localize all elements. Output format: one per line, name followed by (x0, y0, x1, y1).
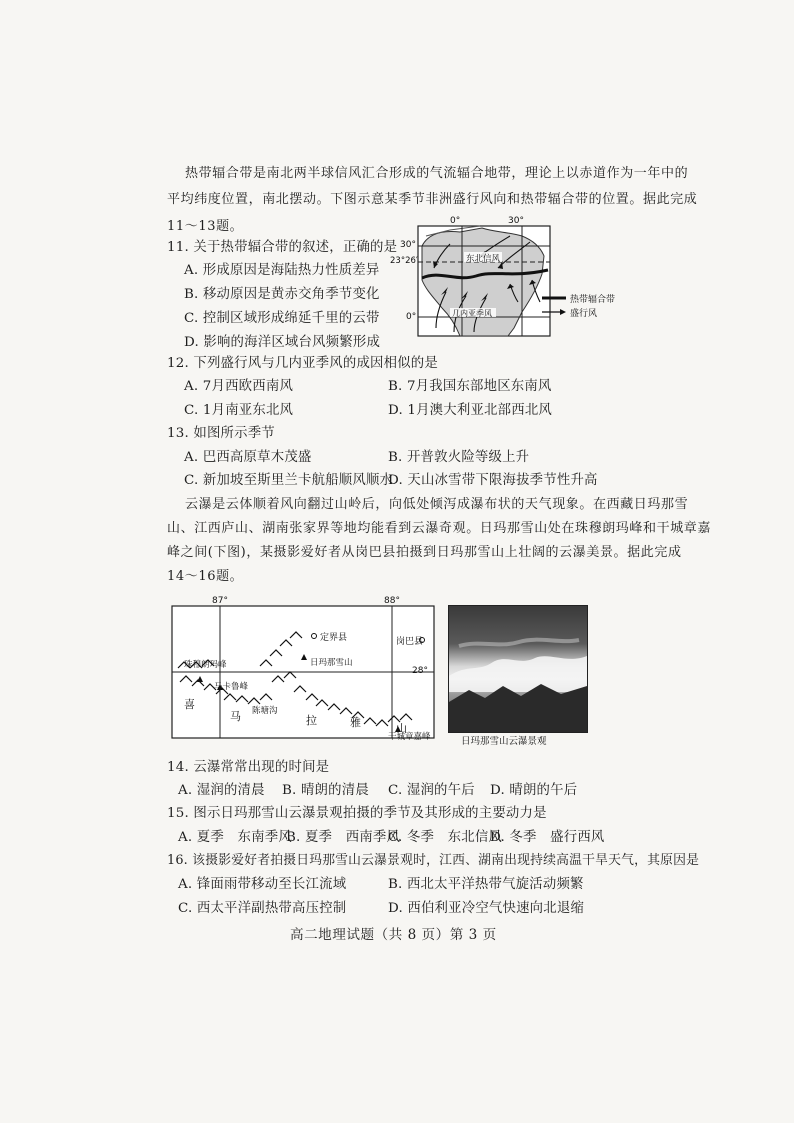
intro1-line1: 热带辐合带是南北两半球信风汇合形成的气流辐合地带，理论上以赤道作为一年中的 (185, 166, 689, 181)
map1-lon-0: 0° (450, 216, 461, 226)
map1-label-ne-trade: 东北信风 (466, 254, 501, 264)
q16-option-c: C. 西太平洋副热带高压控制 (178, 901, 347, 916)
q14-option-c: C. 湿润的午后 (388, 783, 475, 798)
q15-option-a: A. 夏季 东南季风 (178, 830, 292, 845)
q12-option-c: C. 1月南亚东北风 (184, 403, 294, 418)
map2-char-xi: 喜 (184, 698, 195, 711)
q16-option-d: D. 西伯利亚冷空气快速向北退缩 (388, 901, 585, 916)
map2-lat-28: 28° (412, 666, 428, 676)
photo-caption: 日玛那雪山云瀑景观 (461, 736, 547, 747)
intro2-line4: 14～16题。 (167, 569, 244, 584)
map2-lon-88: 88° (384, 596, 400, 606)
cloud-waterfall-photo (448, 605, 588, 733)
map2-lon-87: 87° (212, 596, 228, 606)
q15-stem: 15. 图示日玛那雪山云瀑景观拍摄的季节及其形成的主要动力是 (167, 806, 547, 821)
intro1-line2: 平均纬度位置，南北摆动。下图示意某季节非洲盛行风向和热带辐合带的位置。据此完成 (167, 192, 698, 207)
map2-char-shan: 山 (396, 722, 407, 735)
intro2-line3: 峰之间(下图)，某摄影爱好者从岗巴县拍摄到日玛那雪山上壮阔的云瀑美景。据此完成 (167, 545, 682, 560)
intro1-line3: 11～13题。 (167, 219, 244, 234)
map1-lat-0: 0° (406, 312, 417, 322)
map2-char-ya: 雅 (350, 716, 361, 729)
map1-lat-2326: 23°26′ (390, 256, 418, 266)
intro2-line2: 山、江西庐山、湖南张家界等地均能看到云瀑奇观。日玛那雪山处在珠穆朗玛峰和干城章嘉 (167, 521, 712, 536)
map2-dingjie: 定界县 (320, 633, 348, 643)
legend-itcz-label: 热带辐合带 (570, 295, 616, 305)
map2-gangba: 岗巴县 (396, 637, 424, 647)
q12-option-a: A. 7月西欧西南风 (184, 379, 294, 394)
himalaya-map (160, 596, 440, 746)
q14-option-a: A. 湿润的清晨 (178, 783, 265, 798)
q13-option-b: B. 开普敦火险等级上升 (388, 450, 530, 465)
map1-lon-30: 30° (508, 216, 524, 226)
q14-stem: 14. 云瀑常常出现的时间是 (167, 760, 330, 775)
page-footer: 高二地理试题（共 8 页）第 3 页 (290, 927, 497, 943)
q12-stem: 12. 下列盛行风与几内亚季风的成因相似的是 (167, 356, 438, 371)
q15-option-b: B. 夏季 西南季风 (286, 830, 401, 845)
q15-option-d: D. 冬季 盛行西风 (490, 830, 605, 845)
q15-option-c: C. 冬季 东北信风 (388, 830, 503, 845)
intro2-line1: 云瀑是云体顺着风向翻过山岭后，向低处倾泻成瀑布状的天气现象。在西藏日玛那雪 (185, 497, 689, 512)
q11-option-d: D. 影响的海洋区域台风频繁形成 (184, 335, 381, 350)
q13-option-a: A. 巴西高原草木茂盛 (184, 450, 312, 465)
q11-stem: 11. 关于热带辐合带的叙述，正确的是 (167, 240, 398, 255)
map2-chentang: 陈塘沟 (252, 706, 278, 716)
q11-option-a: A. 形成原因是海陆热力性质差异 (184, 263, 380, 278)
map2-kangchenjunga: 干城章嘉峰 (388, 732, 431, 742)
map2-everest: 珠穆朗玛峰 (184, 660, 227, 670)
q12-option-b: B. 7月我国东部地区东南风 (388, 379, 552, 394)
map2-makalu: 马卡鲁峰 (214, 682, 249, 692)
photo-svg (449, 606, 587, 732)
q13-option-d: D. 天山冰雪带下限海拔季节性升高 (388, 473, 598, 488)
q11-option-c: C. 控制区域形成绵延千里的云带 (184, 311, 380, 326)
q12-option-d: D. 1月澳大利亚北部西北风 (388, 403, 552, 418)
q14-option-d: D. 晴朗的午后 (490, 783, 578, 798)
q13-option-c: C. 新加坡至斯里兰卡航船顺风顺水 (184, 473, 394, 488)
africa-wind-map (390, 216, 640, 340)
q16-option-b: B. 西北太平洋热带气旋活动频繁 (388, 877, 584, 892)
q16-stem: 16. 该摄影爱好者拍摄日玛那雪山云瀑景观时，江西、湖南出现持续高温干旱天气，其原因是 (167, 853, 700, 868)
q16-option-a: A. 锋面雨带移动至长江流域 (178, 877, 347, 892)
legend-wind-label: 盛行风 (570, 309, 598, 319)
q13-stem: 13. 如图所示季节 (167, 426, 275, 441)
map1-lat-30: 30° (400, 240, 416, 250)
map1-label-guinea-monsoon: 几内亚季风 (452, 309, 492, 318)
map2-char-la: 拉 (306, 714, 317, 727)
q14-option-b: B. 晴朗的清晨 (282, 783, 369, 798)
africa-map-svg (390, 216, 640, 340)
q11-option-b: B. 移动原因是黄赤交角季节变化 (184, 287, 380, 302)
map2-char-ma: 马 (230, 710, 241, 723)
map2-rimana: 日玛那雪山 (310, 658, 353, 668)
